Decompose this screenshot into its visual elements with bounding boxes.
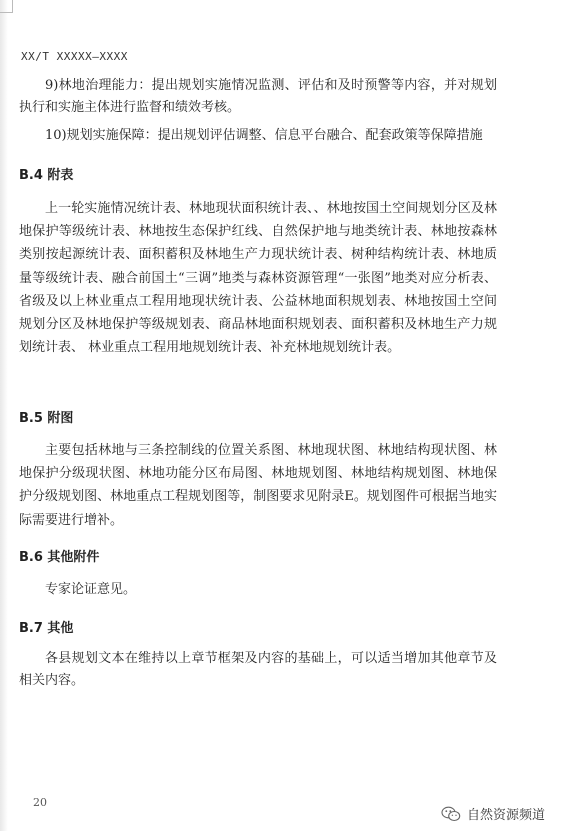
section-b7-paragraph: 各县规划文本在维持以上章节框架及内容的基础上，可以适当增加其他章节及相关内容。 bbox=[19, 651, 497, 689]
section-b4-paragraph: 上一轮实施情况统计表、林地现状面积统计表、、林地按国土空间规划分区及林地保护等级统计表、林地按生态保护红线、自然保护地与地类统计表、林地按森林类别按起源统计表、面积蓄积及林地生产力现状统计表、树种结构统计表、林地质量等级统计表、融合前国土“三调”地类与森林资源管理“一张图”地类对应分析表、省级及以上林业重点工程用地现状统计表、公益林地面积规划表、林地按国土空间规划分区及林地保护等级规划表、商品林地面积规划表、面积蓄积及林地生产力规划统计表、 林业重点工程用地规划统计表、补充林地规划统计表。 bbox=[19, 201, 497, 356]
section-b6-block bbox=[19, 579, 497, 601]
watermark-brand bbox=[441, 804, 545, 823]
section-b6-heading: B.6 其他附件 bbox=[19, 550, 100, 565]
item-9-paragraph: 9)林地治理能力：提出规划实施情况监测、评估和及时预警等内容，并对规划执行和实施主体进行监督和绩效考核。 bbox=[19, 78, 497, 116]
section-b4-block bbox=[19, 197, 497, 359]
section-b5-paragraph: 主要包括林地与三条控制线的位置关系图、林地现状图、林地结构现状图、林地保护分级现状图、林地功能分区布局图、林地规划图、林地结构规划图、林地保护分级规划图、林地重点工程规划图等，制图要求见附录E。规划图件可根据当地实际需要进行增补。 bbox=[19, 443, 497, 528]
section-b6-paragraph: 专家论证意见。 bbox=[45, 582, 137, 597]
section-b4-heading: B.4 附表 bbox=[19, 168, 74, 183]
section-b5-block bbox=[19, 439, 497, 532]
scan-corner-mark bbox=[0, 0, 13, 13]
page-number: 20 bbox=[33, 796, 47, 809]
item-9-block bbox=[19, 75, 497, 120]
section-b5-heading: B.5 附图 bbox=[19, 411, 74, 426]
page-edge-shadow bbox=[0, 0, 8, 831]
wechat-icon bbox=[441, 806, 461, 822]
item-10-block bbox=[19, 125, 497, 147]
brand-name: 自然资源频道 bbox=[467, 808, 546, 823]
section-b7-block bbox=[19, 648, 497, 693]
item-10-paragraph: 10)规划实施保障：提出规划评估调整、信息平台融合、配套政策等保障措施 bbox=[45, 128, 483, 143]
document-code-header: XX/T XXXXX—XXXX bbox=[21, 50, 128, 63]
section-b7-heading: B.7 其他 bbox=[19, 621, 74, 636]
